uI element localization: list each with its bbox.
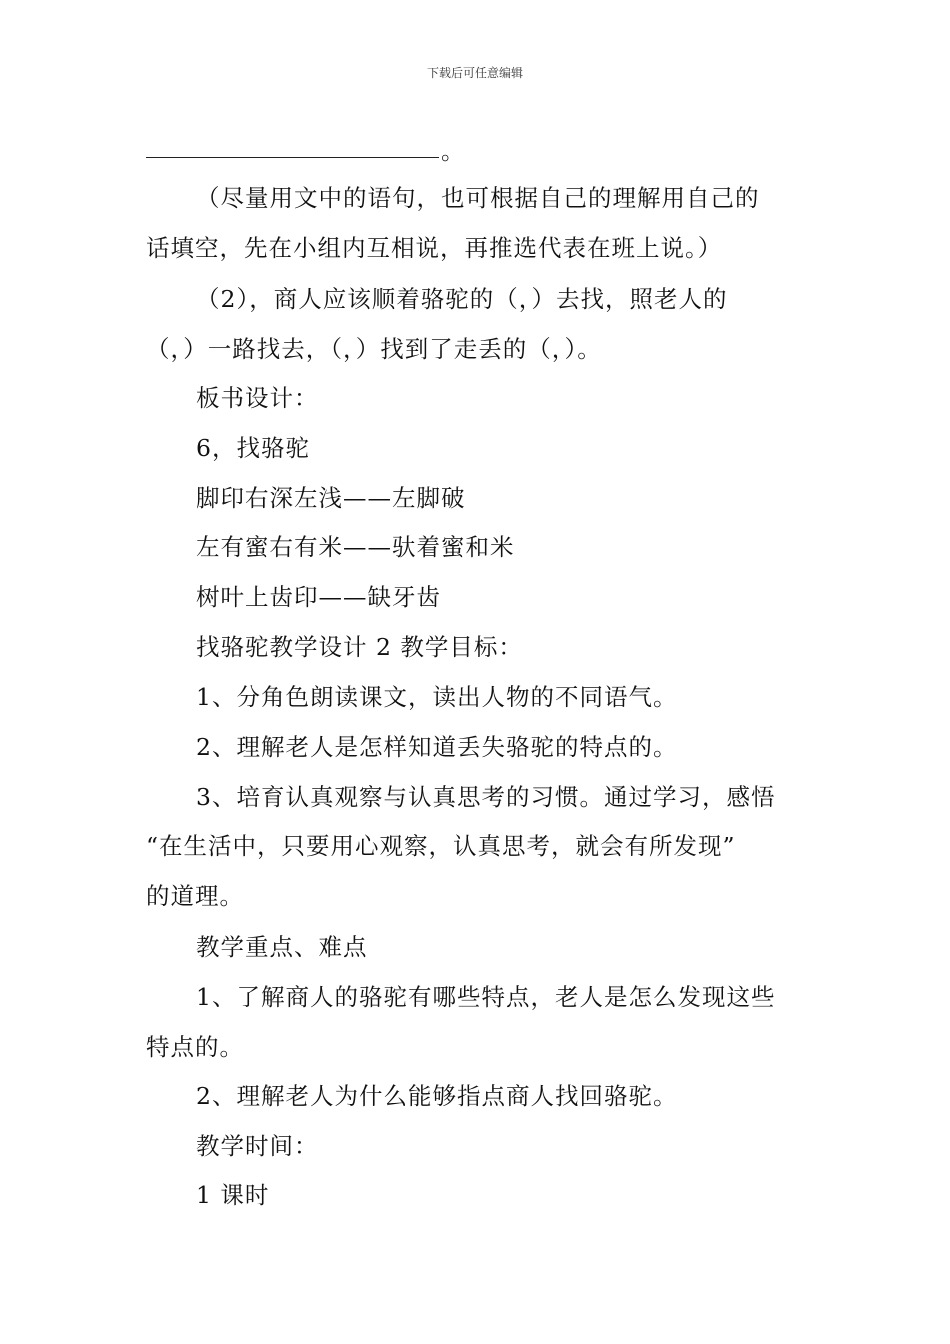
blank-period: 。 — [441, 139, 464, 165]
goal-item-2: 2、理解老人是怎样知道丢失骆驼的特点的。 — [196, 733, 678, 761]
section-heading-board-design: 板书设计： — [196, 384, 319, 412]
paragraph-line-3: （2），商人应该顺着骆驼的（，）去找，照老人的 — [196, 285, 728, 313]
goal-item-3: 3、培育认真观察与认真思考的习惯。通过学习，感悟 — [196, 783, 776, 811]
fill-in-blank-line — [146, 140, 464, 164]
key-point-item-2: 2、理解老人为什么能够指点商人找回骆驼。 — [196, 1082, 678, 1110]
goal-item-3-end: 的道理。 — [146, 882, 244, 910]
paragraph-line-1: （尽量用文中的语句，也可根据自己的理解用自己的 — [196, 184, 760, 212]
board-title: 6，找骆驼 — [196, 434, 310, 462]
board-line-1: 脚印右深左浅——左脚破 — [196, 484, 466, 512]
board-line-2: 左有蜜右有米——驮着蜜和米 — [196, 533, 515, 561]
goal-item-3-continued: “在生活中，只要用心观察，认真思考，就会有所发现” — [146, 832, 736, 860]
board-line-3: 树叶上齿印——缺牙齿 — [196, 583, 441, 611]
key-point-item-1-end: 特点的。 — [146, 1033, 244, 1061]
blank-underline — [146, 140, 439, 158]
paragraph-line-4: （，）一路找去，（，）找到了走丢的（，）。 — [146, 335, 602, 363]
key-point-item-1: 1、了解商人的骆驼有哪些特点，老人是怎么发现这些 — [196, 983, 776, 1011]
section-heading-key-points: 教学重点、难点 — [196, 933, 368, 961]
teaching-time-value: 1 课时 — [196, 1181, 270, 1209]
page-header: 下载后可任意编辑 — [426, 66, 523, 80]
section-heading-teaching-goals: 找骆驼教学设计 2 教学目标： — [196, 633, 523, 661]
section-heading-teaching-time: 教学时间： — [196, 1132, 319, 1160]
paragraph-line-2: 话填空，先在小组内互相说，再推选代表在班上说。） — [146, 234, 723, 262]
goal-item-1: 1、分角色朗读课文，读出人物的不同语气。 — [196, 683, 678, 711]
